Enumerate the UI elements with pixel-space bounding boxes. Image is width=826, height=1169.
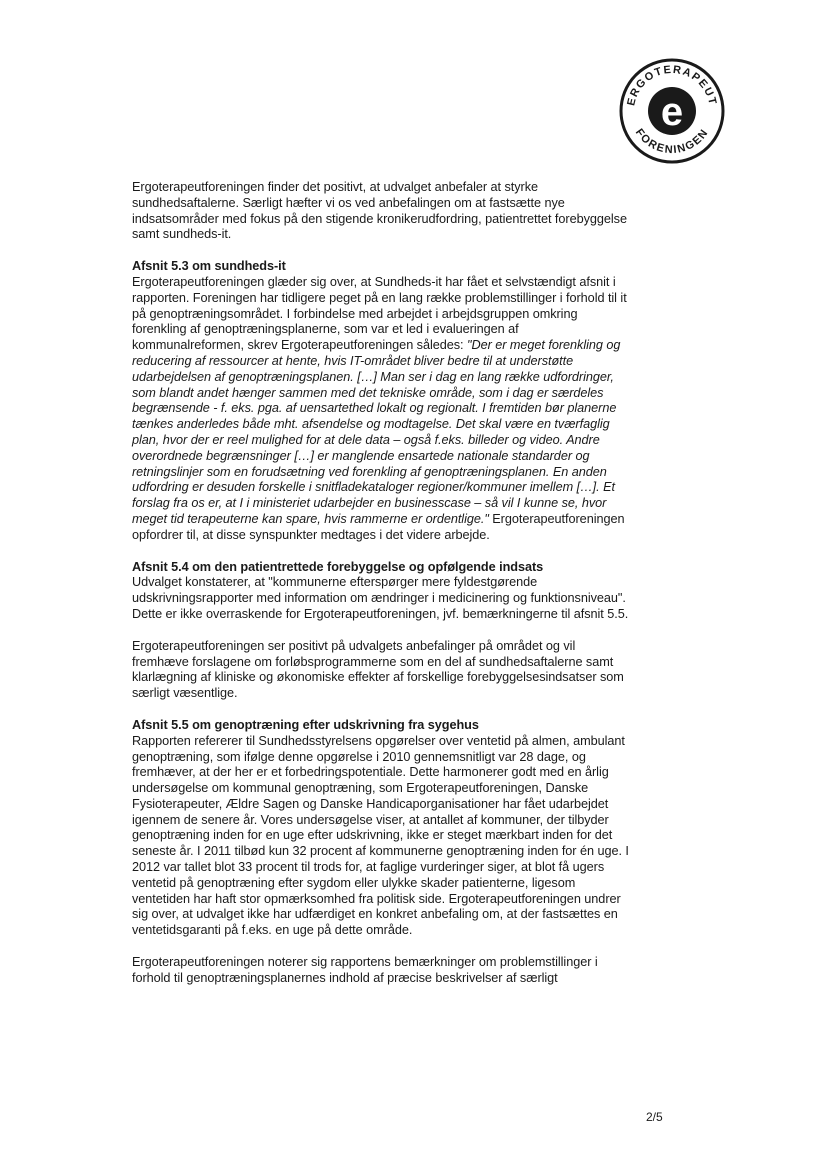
logo-seal-icon [618, 57, 726, 165]
section-5-4-text: Udvalget konstaterer, at "kommunerne efterspørger mere fyldestgørende udskrivningsrapporter med information om ændringer i medicinering og funktionsniveau". Dette er ikke overraskende for Ergoterapeutforeningen, jvf. bemærkningerne til afsnit 5.5. [132, 575, 629, 621]
page-number: 2/5 [646, 1110, 663, 1124]
logo-letter: e [660, 90, 684, 134]
section-5-5-heading: Afsnit 5.5 om genoptræning efter udskrivning fra sygehus [132, 717, 479, 732]
section-5-3-text-before: Ergoterapeutforeningen glæder sig over, at Sundheds-it har fået et selvstændigt afsnit i rapporten. Foreningen har tidligere peget på en lang række problemstillinger i forhold til it på genoptræningsområdet. I forbindelse med arbejdet i arbejdsgruppen omkring forenkling af genoptræningsplanerne, som var et led i evalueringen af kommunalreformen, skrev Ergoterapeutforeningen således: [132, 274, 627, 353]
section-5-3-heading: Afsnit 5.3 om sundheds-it [132, 259, 286, 274]
section-5-5-paragraph-2: Ergoterapeutforeningen noterer sig rapportens bemærkninger om problemstillinger i forhold til genoptræningsplanernes indhold af præcise beskrivelser af særligt [132, 955, 598, 985]
section-5-4-paragraph-2: Ergoterapeutforeningen ser positivt på udvalgets anbefalinger på området og vil fremhæve forslagene om forløbsprogrammerne som en del af sundhedsaftalerne samt klarlægning af kliniske og økonomiske effekter af forskellige forebyggelsesindsatser som særligt væsentlige. [132, 638, 624, 701]
section-5-3 [132, 259, 632, 543]
intro-paragraph: Ergoterapeutforeningen finder det positivt, at udvalget anbefaler at styrke sundhedsaftalerne. Særligt hæfter vi os ved anbefalingen om at fastsætte nye indsatsområder med fokus på den stigende kronikerudfordring, patientrettet forebyggelse samt sundheds-it. [132, 180, 627, 242]
section-5-5-text: Rapporten refererer til Sundhedsstyrelsens opgørelser over ventetid på almen, ambulant genoptræning, som ifølge denne opgørelse i 2010 gennemsnitligt var 28 dage, og fremhæver, at der her er et forbedringspotentiale. Dette harmonerer godt med en årlig undersøgelse om kommunal genoptræning, som Ergoterapeutforeningen, Danske Fysioterapeuter, Ældre Sagen og Danske Handicaporganisationer har fået udarbejdet igennem de senere år. Vores undersøgelse viser, at antallet af kommuner, der tilbyder genoptræning inden for en uge efter udskrivning, ikke er steget mærkbart inden for det seneste år. I 2011 tilbød kun 32 procent af kommunerne genoptræning inden for én uge. I 2012 var tallet blot 33 procent til trods for, at faglige vurderinger siger, at blot få ugers ventetid på genoptræning efter sygdom eller ulykke skader patienterne, ligesom ventetiden har haft stor opmærksomhed fra politisk side. Ergoterapeutforeningen undrer sig over, at udvalget ikke har udfærdiget en konkret anbefaling om, at der fastsættes en ventetidsgaranti på f.eks. en uge på dette område. [132, 733, 629, 938]
logo-top-text: ERGOTERAPEUT [625, 63, 719, 107]
section-5-3-quote: "Der er meget forenkling og reducering af ressourcer at hente, hvis IT-området bliver bedre til at understøtte udarbejdelsen af genoptræningsplanen. […] Man ser i dag en lang række udfordringer, som blandt andet hænger sammen med det tekniske område, som i dag er særdeles begrænsende - f. eks. pga. af uensartethed lokalt og regionalt. I fremtiden bør planerne tænkes anderledes både mht. afsendelse og modtagelse. Det skal være en tværfaglig plan, hvor der er reel mulighed for at dele data – også f.eks. billeder og video. Andre overordnede begrænsninger […] er manglende ensartede nationale standarder og retningslinjer som en forudsætning ved forenkling af genoptræningsplanen. En anden udfordring er desuden forskelle i snitfladekataloger regioner/kommuner imellem […]. Et forslag fra os er, at I i ministeriet udarbejder en businesscase – så vil I kunne se, hvor meget tid terapeuterne kan spare, hvis rammerne er ordentlige." [132, 338, 621, 526]
ergoterapeutforeningen-logo [618, 57, 726, 165]
logo-bottom-text: FORENINGEN [632, 126, 712, 157]
section-5-4-heading: Afsnit 5.4 om den patientrettede forebyggelse og opfølgende indsats [132, 559, 544, 574]
section-5-3-text-after: Ergoterapeutforeningen opfordrer til, at disse synspunkter medtages i det videre arbejde. [132, 511, 625, 542]
section-5-4 [132, 560, 632, 623]
section-5-5 [132, 718, 632, 939]
document-body [132, 180, 632, 1003]
